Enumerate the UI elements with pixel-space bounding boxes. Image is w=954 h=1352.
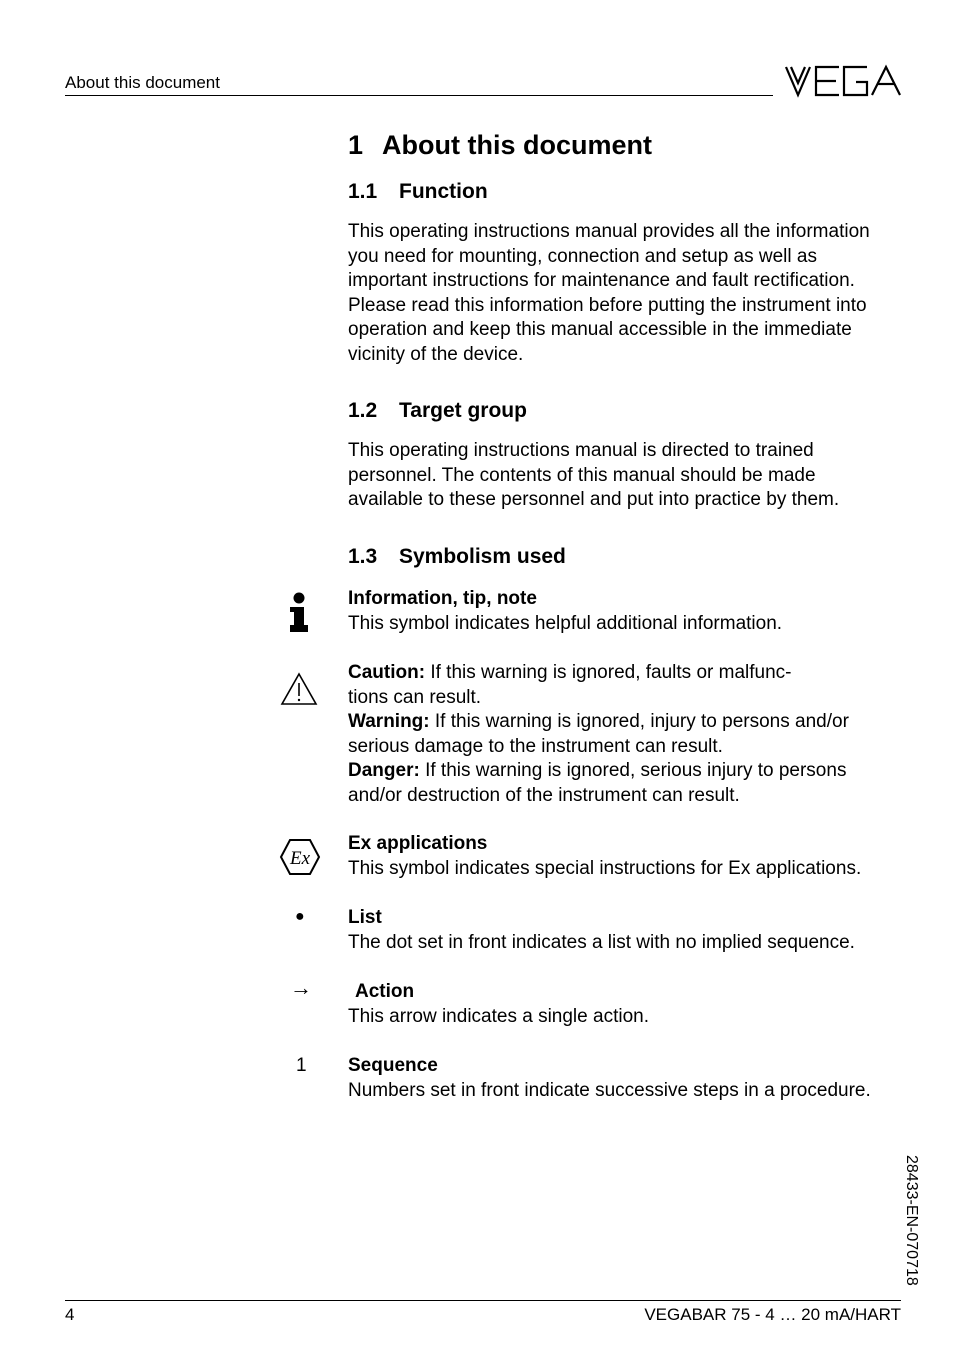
information-icon <box>288 592 310 634</box>
document-code: 28433-EN-070718 <box>903 1155 920 1286</box>
sequence-number-marker: 1 <box>296 1055 307 1076</box>
function-paragraph: This operating instructions manual provides all the information you need for mounting, connection and setup as well as important instructions for maintenance and fault rectification. Please read this information before putting the instrument into operation and keep this manual accessible in the immediate vicinity of the device. <box>348 221 870 365</box>
warning-triangle-icon <box>280 672 318 706</box>
chapter-number: 1 <box>348 130 364 160</box>
running-header: About this document <box>65 73 220 92</box>
footer-product-title: VEGABAR 75 - 4 … 20 mA/HART <box>644 1305 901 1324</box>
caution-label: Caution: <box>348 662 426 683</box>
warning-label: Warning: <box>348 711 430 732</box>
info-symbol-block: Information, tip, note This symbol indicates helpful additional information. <box>348 588 783 634</box>
vega-logo <box>784 64 902 98</box>
chapter-heading <box>348 130 652 161</box>
page-number: 4 <box>65 1305 75 1324</box>
ex-hexagon-icon <box>279 838 321 876</box>
list-symbol-block: List The dot set in front indicates a list with no implied sequence. <box>348 907 855 953</box>
target-group-paragraph: This operating instructions manual is directed to trained personnel. The contents of this manual should be made available to these personnel and put into practice by them. <box>348 440 840 510</box>
sequence-symbol-block: Sequence Numbers set in front indicate successive steps in a procedure. <box>348 1055 871 1101</box>
action-arrow-icon: → <box>290 975 312 1000</box>
ex-icon-label: Ex <box>289 848 311 869</box>
list-bullet-icon: ● <box>295 908 305 925</box>
section-heading-symbolism: 1.3 Symbolism used <box>348 545 566 568</box>
chapter-title: About this document <box>382 130 652 160</box>
danger-label: Danger: <box>348 760 420 781</box>
action-symbol-block: Action This arrow indicates a single action. <box>348 981 649 1027</box>
ex-symbol-block: Ex applications This symbol indicates special instructions for Ex applications. <box>348 833 862 879</box>
section-heading-target-group: 1.2 Target group <box>348 399 527 422</box>
section-heading-function: 1.1 Function <box>348 180 488 203</box>
warning-symbol-block: Caution: If this warning is ignored, faults or malfunc- tions can result. Warning: If this warning is ignored, injury to persons and/or serious damage to the instrument can result. Danger: If this warning is ignored, serious injury to persons and/or destruction of the instrument can result. <box>348 662 849 806</box>
header-rule <box>65 95 773 96</box>
footer-rule <box>65 1300 901 1301</box>
